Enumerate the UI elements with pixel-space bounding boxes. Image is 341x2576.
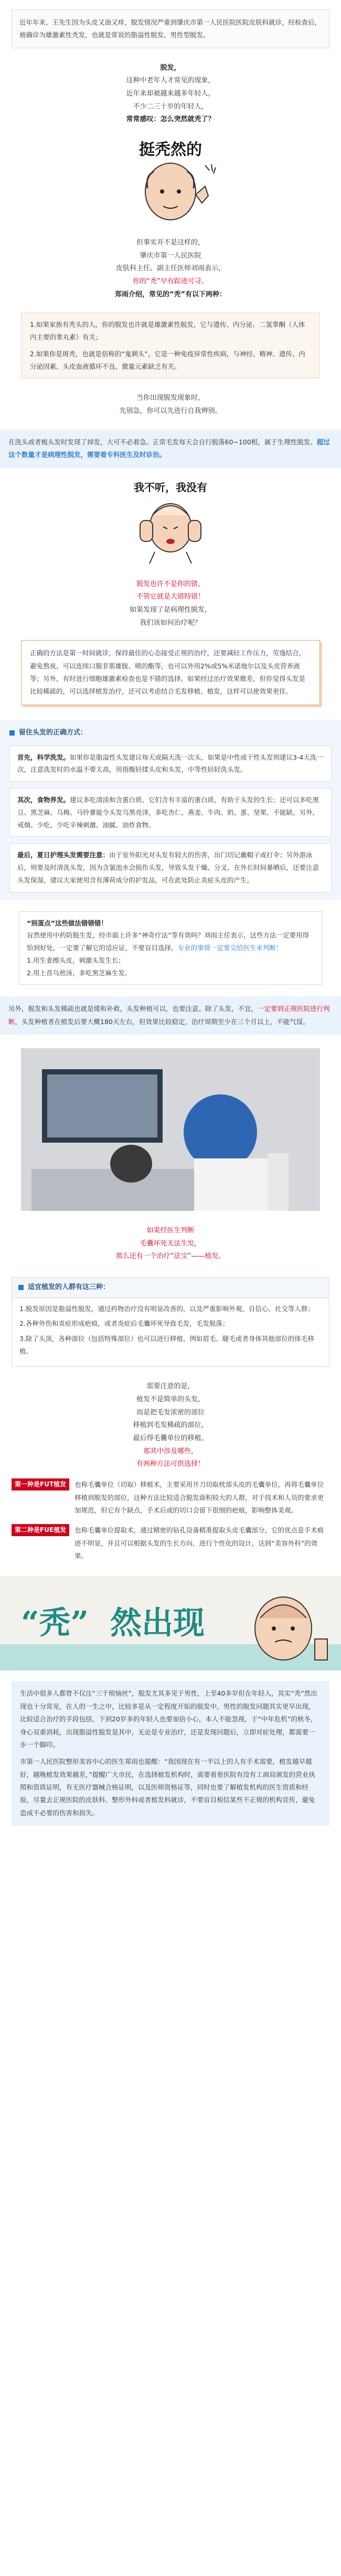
method-tag: 第二种是FUE植发 — [12, 1524, 69, 1536]
photo-caption-line: 毛囊坏死无法生发， — [140, 1239, 201, 1248]
closing-para: 生活中很多人都曾不仅注“三千烦恼丝”，脱发尤其多见于男性，上至40多岁但在年轻人，其实“秃”然出现也十分常见，在人的一生之中，比较多是从一定程度开始的脱发中，男性的脱发问题其实更早出现，比较适合治疗的手段包括，下到20岁多的年轻人也要加倍小心，本人不能忽视，于“中年危机”的秋冬，身心双重消耗，出现脂溢性脱发是其中，无论是专业治疗，还是发现问题后，立即对症处理，都需要一步一个脚印。 — [20, 1689, 317, 1749]
stanza-5-line: 需要注意的是， — [146, 1382, 195, 1391]
intro-box — [12, 9, 329, 48]
closing-section — [12, 1681, 329, 1826]
bottom-spacer — [0, 1826, 341, 1847]
stanza-2-line: 皮肤科主任、副主任医师刘雨表示， — [115, 264, 225, 273]
stanza-1-line: 近年来却被越来越多年轻人， — [126, 89, 215, 98]
tip-card — [9, 843, 332, 892]
suitable-groups-box — [12, 1277, 329, 1367]
stanza-4-line: 不管它就是大错特错！ — [136, 593, 205, 601]
wrong-methods-text: 盲然使用中药防脱生发，经市面上许多“神奇疗法”等有效吗？刘雨主任表示，这些方法一定要用得恰到好处，一定要了解它的适应证，不要盲目选择， — [27, 931, 309, 952]
tip-lead: 首先，科学洗发。 — [17, 753, 70, 761]
tip-text: 建议多吃清淡和含蛋白质、它们含有丰富的蛋白质，有助于头发的生长；还可以多吃黑豆、黑芝麻、乌梅、马铃薯能令头发乌黑亮泽，多吃杏仁、燕麦、牛肉、奶、蛋、坚果、不能缺。另外，戒烟、少吃、少吃辛辣刺激、油腻、油炸食物。 — [17, 796, 319, 829]
suitable-item: 3.除了头顶，各种部位（包括特殊部位）也可以进行移植，例如眉毛、睫毛或者身体其他部位的体毛移植。 — [19, 1334, 314, 1355]
stanza-1-line: 这种中老年人才常见的现象， — [126, 77, 215, 85]
stanza-4-line: 脱发也许不是你的错， — [136, 580, 205, 588]
hero-title-part2: 然出现 — [110, 1605, 205, 1642]
photo-caption-line: 如果经医生判断 — [146, 1227, 195, 1234]
stanza-5-line: 而是把毛发浓密的部位 — [136, 1408, 205, 1417]
stanza-4 — [0, 578, 341, 630]
wrong-method-item: 2.用上首乌煎汤，多吃黑芝麻生发。 — [27, 968, 132, 977]
stanza-5-line: 移植到毛发稀疏的部位， — [133, 1421, 208, 1430]
tip-lead: 最后，夏日护理头发需要注意： — [17, 851, 110, 859]
method-text: 也称毛囊单位（切取）移植术，主要采用开刀切取枕部头皮的毛囊单位，再将毛囊单位移植到脱发的部位，这种方法比较适合脱发面积较大的人群，对于技术和人员的要求更加规范，但它有个缺点，手术后或的切口会留下很细的疤痕，影响整体美观。 — [74, 1481, 324, 1514]
stanza-1-line: 不少二三十岁的年轻人， — [133, 102, 208, 111]
photo-caption-line: 那么还有一个治疗“法宝”——植发。 — [115, 1252, 226, 1261]
wrong-methods-box — [19, 911, 322, 985]
stanza-5 — [0, 1380, 341, 1471]
note-text: ，头发种植者在植发后要大概180天左右，但效果比较稳定，治疗周期至少在三个月以上，不能气馁。 — [15, 1017, 310, 1026]
tip-text: 由于室外阳光对头发有较大的伤害，出门切记戴帽子或打伞；另外游泳后，则要及时清洗头发，因为含氯池水会损伤头发，导致头发干燥、分叉。在外长时间暴晒后，还要注意头发保湿，建议大家使用含有薄荷成分的护发品，可在此处防止炎症头皮的产生。 — [17, 851, 319, 884]
stanza-2-line: 你的“秃”早有踪迹可寻。 — [133, 278, 208, 285]
suitable-item: 1.脱发原因是脂溢性脱发，通过药物治疗没有明显改善的，以及严重影响外观、自信心、社交等人群； — [19, 1304, 314, 1313]
stanza-5-line: 那其中涉及哪些， — [143, 1447, 198, 1455]
stanza-4-line: 我们该如何治疗呢？ — [140, 619, 201, 627]
wrong-methods-title: “别蛋点”这些做法错错错！ — [27, 919, 108, 927]
treatment-box — [21, 640, 320, 705]
clinic-photo — [21, 1048, 320, 1211]
hair-count-highlight — [0, 430, 341, 468]
hair-care-tips — [0, 720, 341, 900]
tips-title — [9, 727, 332, 739]
cartoon-caption: 挺秃然的 — [139, 140, 202, 159]
stanza-1-line: 脱发， — [160, 63, 181, 72]
hl-text-emphasis: 超过这个数量才是病理性脱发，需要看专科医生及时诊治。 — [8, 438, 330, 459]
photo-caption — [0, 1225, 341, 1263]
stanza-5-line: 有两种方法可供选择！ — [136, 1460, 205, 1468]
cartoon-bald-man — [113, 134, 228, 223]
stanza-2 — [0, 237, 341, 301]
tip-card — [9, 788, 332, 837]
cartoon-covering-ears — [113, 475, 228, 565]
hero-banner — [0, 1576, 341, 1670]
suitable-groups-title: 适宜植发的人群有这三种： — [28, 1283, 110, 1292]
stanza-5-line: 最后得毛囊单位的移植。 — [133, 1434, 208, 1443]
tips-title-text: 留住头发的正确方式： — [19, 728, 88, 737]
hero-title-part1: “秃” — [21, 1605, 89, 1642]
stanza-2-line: 郑雨介绍，常见的“秃”有以下两种： — [114, 290, 227, 299]
method-fut — [12, 1478, 329, 1517]
hair-transplant-note — [0, 996, 341, 1035]
stanza-4-line: 如果发现了是病理性脱发， — [129, 605, 211, 614]
suitable-item: 2.各种外伤和炎症形成疤痕，或者炎症后毛囊坏死导致毛发，毛发脱落； — [19, 1319, 229, 1328]
stanza-3-line: 先别急，你可以先进行自我辨别。 — [119, 407, 222, 416]
method-text: 也称毛囊单位提取术，通过精密的钻孔设备精准提取头皮毛囊部分，它的优点是手术痕迹不明显，并且可以根据头发的生长方向，进行个性化的设计，达到“美容外科”的效果。 — [74, 1526, 324, 1560]
suitable-groups-header — [12, 1278, 329, 1298]
notice-item: 1.如果家族有秃头的人，你的脱发也许就是雄激素性脱发，它与遗传、内分泌、二氢睾酮（人体内主要的睾丸素）有关； — [30, 321, 305, 342]
tip-lead: 其次，食物养发。 — [17, 796, 70, 804]
cartoon-caption: 我不听，我没有 — [134, 481, 207, 494]
closing-para: 市第一人民医院整形美容中心的医生郑雨也提醒：“我国现在有一半以上的人有手术需要，植发越早越好，越晚植发效果越差，”提醒广大市民，在选择植发机构时，需要看看医院有没有工商局颁发的营业执照和资质证明，有无医疗器械合格证明，以及医师资格证等，同时也要了解植发机构的医生资质和经验，尽量去正规医院的皮肤科、整形外科或者植发科就诊，不要盲目相信某些不正规的机构宣传，避免造成不必要的伤害和损失。 — [20, 1758, 315, 1817]
note-emphasis: 一定要到正规医院进行判断 — [8, 1005, 330, 1026]
stanza-2-line: 但事实并不是这样的， — [136, 238, 205, 247]
intro-text: 近年年来，王先生因为头皮又油又痒，脱发情况严重到肇庆市第一人民医院医院皮肤科就诊，经检查后，被确诊为雄激素性秃发，也就是常说的脂溢性脱发、男性型脱发。 — [19, 18, 322, 39]
treatment-text: 正确的方法是第一时间就诊，保持最佳的心态接受正规的治疗，还要减轻工作压力，劳逸结合，避免熬夜。可以连续口服非那雄胺、喷的酯等，也可以外用2%或5%米诺地尔以及头皮营养液等；另外，有时进行细胞雄激素检查也是不错的选择。如果经过治疗效果微差，但你觉得头发是比较稀疏的，可以选择植发治疗，还可以考虑结合毛发移植、植发，这样可以使效果更佳。 — [30, 649, 306, 696]
tip-text: 如果你是脂溢性头发建议每天或隔天洗一次头，如果是中性或干性头发则建议3-4天洗一次，注意洗发时的水温不要太高，用指腹轻揉头皮和头发，中等性轻轻洗头发。 — [17, 753, 323, 774]
stanza-3-line: 当你出现脱发现象时， — [136, 394, 205, 402]
hair-loss-types-box — [21, 313, 320, 378]
note-text: 另外，脱发和头发稀疏也就是缓和补救，头发种植可以，也要注意。除了头发，不宜， — [8, 1005, 258, 1013]
stanza-2-line: 肇庆市第一人民医院 — [140, 251, 201, 260]
wrong-method-item: 1.用生姜擦头皮，刺激头发生长； — [27, 956, 125, 964]
method-fue — [12, 1524, 329, 1562]
square-bullet-icon — [18, 1285, 24, 1290]
stanza-1-line: 常常感叹：怎么突然就秃了？ — [126, 115, 215, 124]
wrong-methods-emphasis: 专业的事情一定要交给医生来判断！ — [177, 944, 283, 952]
stanza-3 — [0, 392, 341, 418]
notice-item: 2.如果你是斑秃，也就是俗称的“鬼剃头”，它是一种免疫异常性疾病，与神经、精神、遗传、内分泌因素、头皮血液循环不良、微量元素缺乏有关。 — [30, 349, 305, 370]
tip-card — [9, 746, 332, 782]
stanza-1 — [0, 62, 341, 126]
square-bullet-icon — [9, 730, 15, 736]
method-tag: 第一种是FUT植发 — [12, 1478, 69, 1491]
stanza-5-line: 植发不是简单的头发， — [136, 1396, 205, 1403]
suitable-groups-body — [12, 1298, 329, 1367]
hl-text: 在洗头或者梳头发时发现了掉发，大可不必着急。正常毛发每天会自行脱落60~100根，属于生理性脱发。 — [8, 438, 317, 446]
